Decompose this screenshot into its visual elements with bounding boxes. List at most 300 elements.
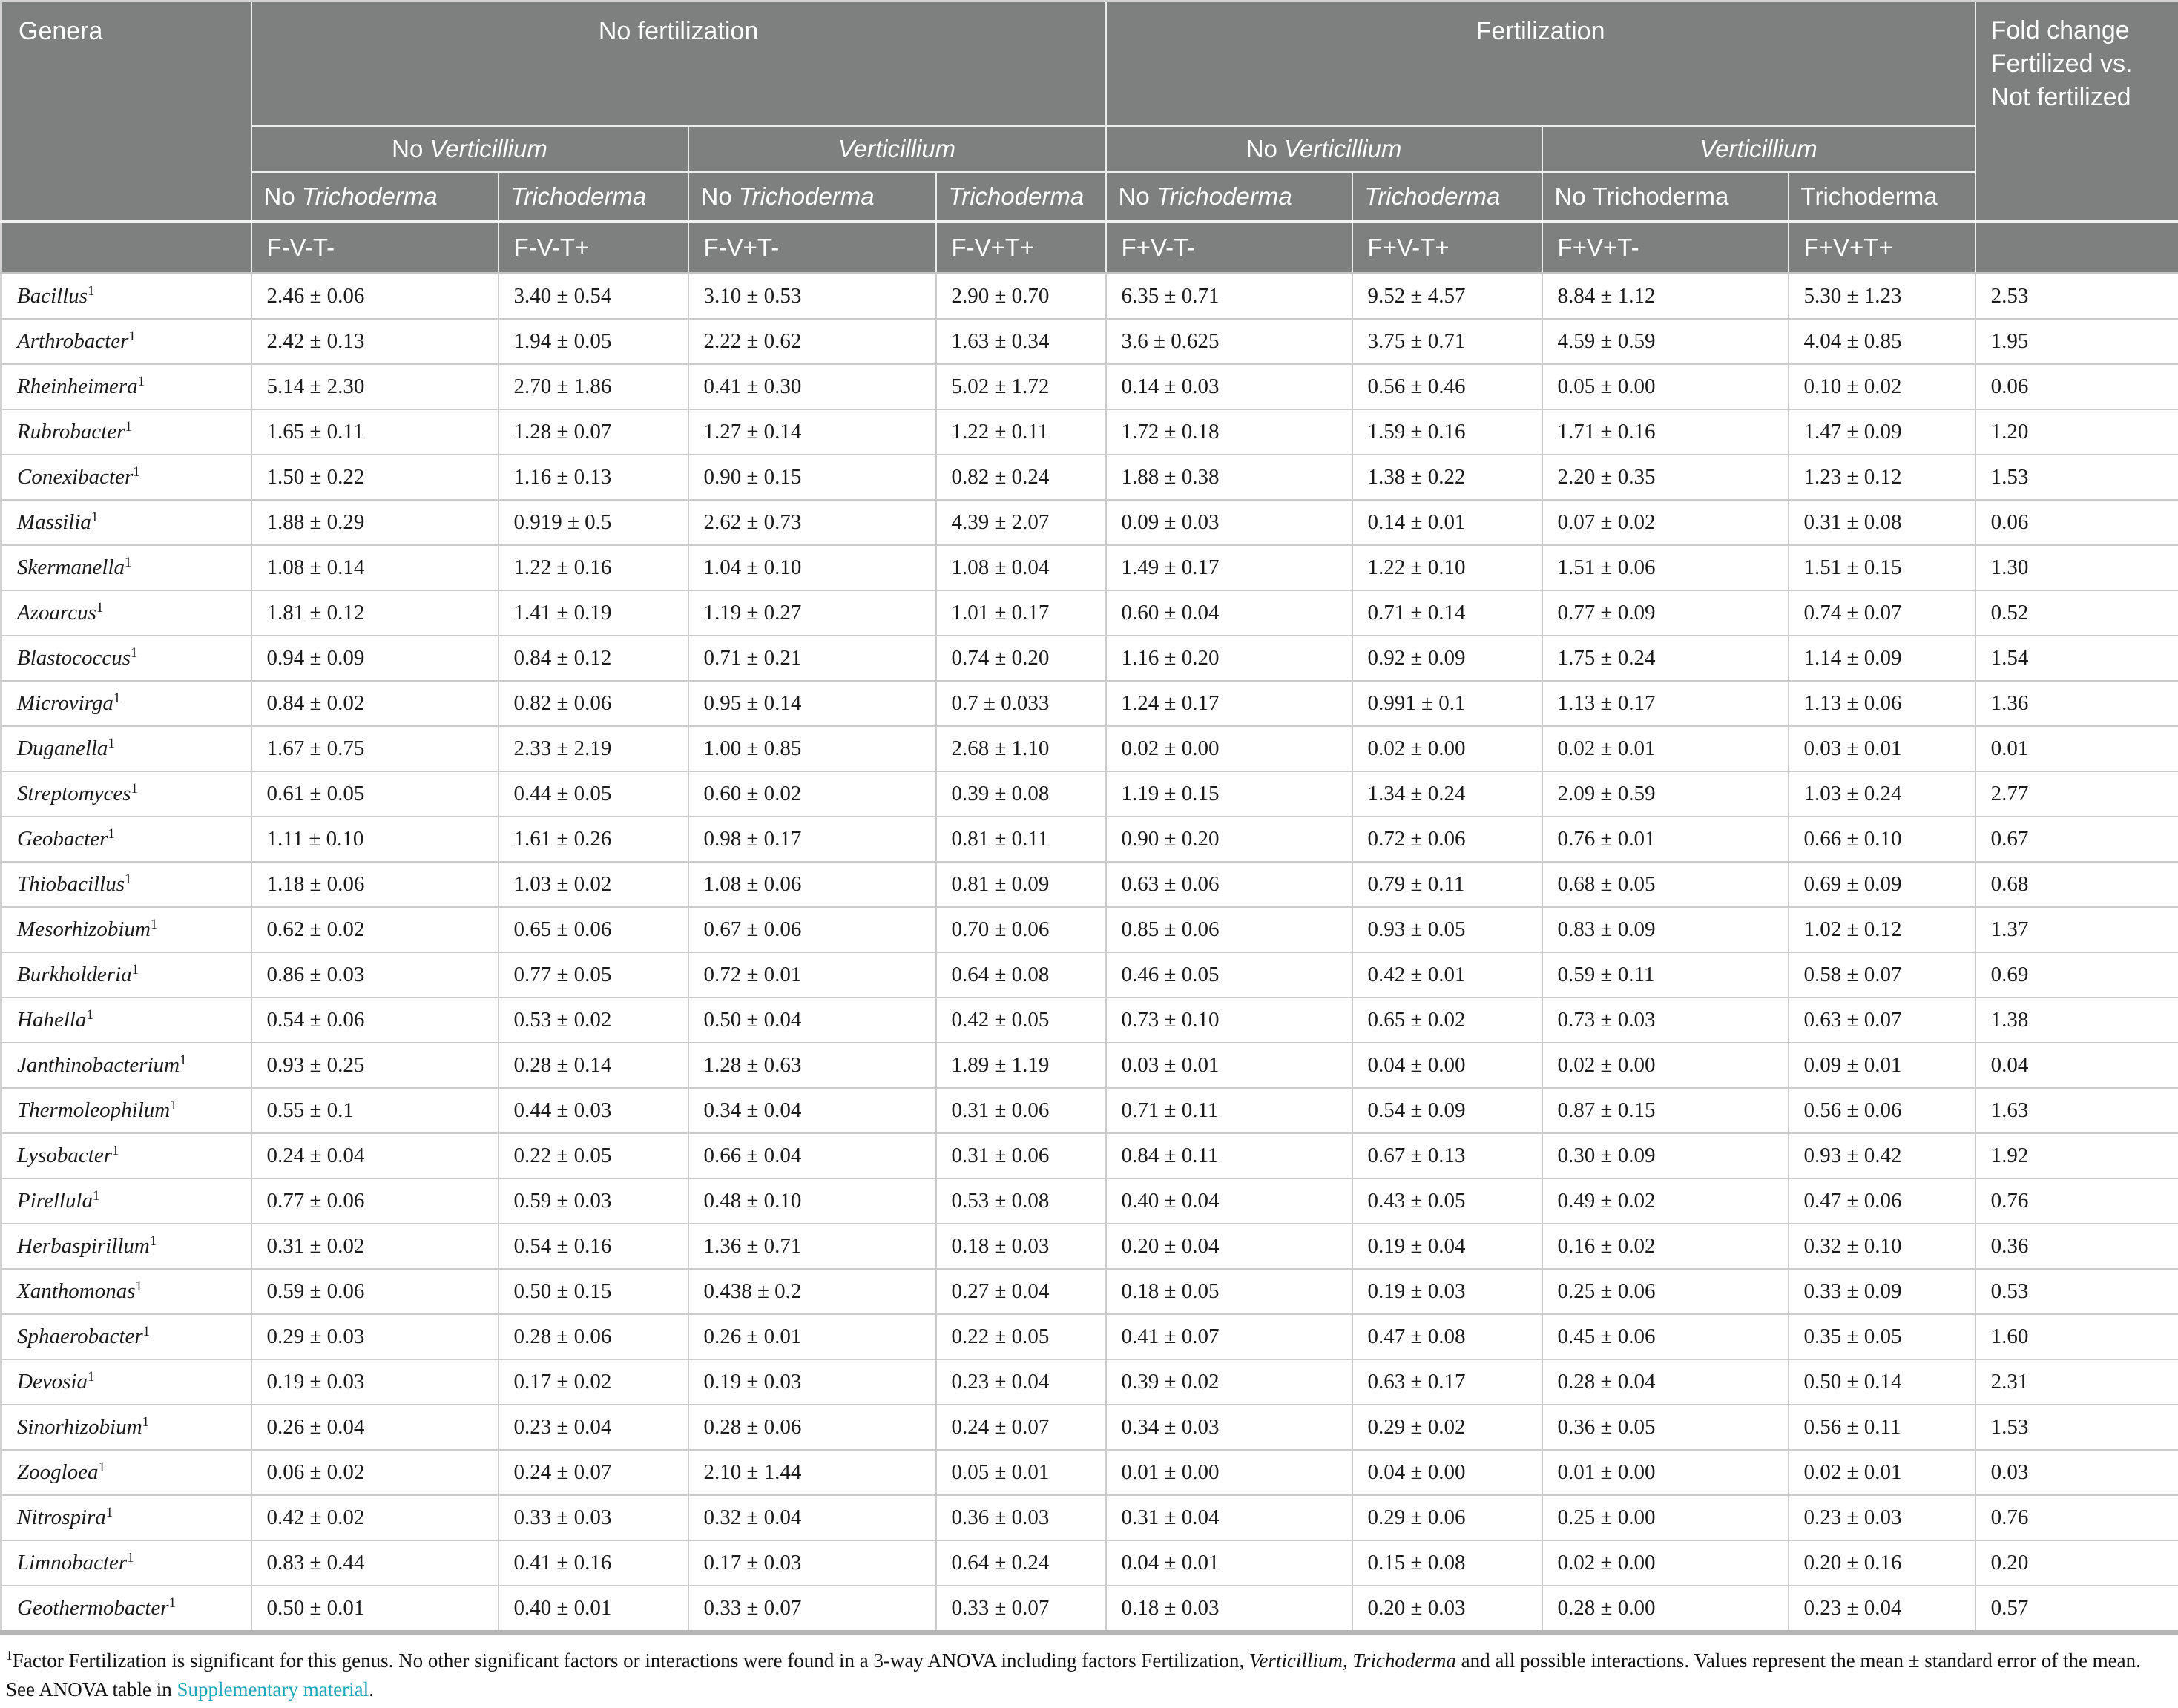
- fold-change-cell: 1.36: [1975, 681, 2178, 726]
- value-cell: 0.07 ± 0.02: [1542, 500, 1789, 545]
- value-cell: 1.94 ± 0.05: [499, 319, 688, 364]
- value-cell: 1.18 ± 0.06: [251, 862, 499, 907]
- value-cell: 0.44 ± 0.03: [499, 1088, 688, 1133]
- treatment-code: F-V+T+: [936, 222, 1106, 274]
- value-cell: 0.79 ± 0.11: [1352, 862, 1542, 907]
- table-row: [1, 500, 2178, 545]
- value-cell: 1.34 ± 0.24: [1352, 771, 1542, 817]
- table-row: [1, 455, 2178, 500]
- genus-cell: Xanthomonas$^1$: [1, 1269, 251, 1314]
- value-cell: 1.75 ± 0.24: [1542, 636, 1789, 681]
- treatment-code: F+V-T-: [1106, 222, 1352, 274]
- value-cell: 0.29 ± 0.02: [1352, 1405, 1542, 1450]
- value-cell: 0.82 ± 0.06: [499, 681, 688, 726]
- value-cell: 0.84 ± 0.11: [1106, 1133, 1352, 1178]
- value-cell: 0.31 ± 0.06: [936, 1133, 1106, 1178]
- value-cell: 0.69 ± 0.09: [1789, 862, 1975, 907]
- value-cell: 0.43 ± 0.05: [1352, 1178, 1542, 1224]
- value-cell: 0.48 ± 0.10: [688, 1178, 936, 1224]
- value-cell: 0.05 ± 0.00: [1542, 364, 1789, 409]
- value-cell: 0.62 ± 0.02: [251, 907, 499, 952]
- value-cell: 0.04 ± 0.01: [1106, 1540, 1352, 1586]
- fold-change-cell: 0.01: [1975, 726, 2178, 771]
- fold-change-cell: 1.54: [1975, 636, 2178, 681]
- value-cell: 0.36 ± 0.05: [1542, 1405, 1789, 1450]
- value-cell: 0.18 ± 0.03: [1106, 1586, 1352, 1633]
- value-cell: 2.20 ± 0.35: [1542, 455, 1789, 500]
- table-row: [1, 1495, 2178, 1540]
- value-cell: 0.23 ± 0.03: [1789, 1495, 1975, 1540]
- fold-change-cell: 1.60: [1975, 1314, 2178, 1359]
- fold-change-cell: 0.76: [1975, 1495, 2178, 1540]
- value-cell: 0.23 ± 0.04: [499, 1405, 688, 1450]
- fold-change-cell: 0.53: [1975, 1269, 2178, 1314]
- value-cell: 0.24 ± 0.04: [251, 1133, 499, 1178]
- table-row: [1, 862, 2178, 907]
- supplementary-material-link[interactable]: Supplementary material: [177, 1678, 369, 1701]
- fold-change-cell: 1.37: [1975, 907, 2178, 952]
- value-cell: 0.33 ± 0.03: [499, 1495, 688, 1540]
- value-cell: 0.01 ± 0.00: [1106, 1450, 1352, 1495]
- value-cell: 0.55 ± 0.1: [251, 1088, 499, 1133]
- genus-cell: Hahella$^1$: [1, 998, 251, 1043]
- value-cell: 0.74 ± 0.07: [1789, 590, 1975, 636]
- no-fertilization-group-header: No fertilization: [251, 1, 1106, 127]
- value-cell: 0.56 ± 0.11: [1789, 1405, 1975, 1450]
- value-cell: 2.70 ± 1.86: [499, 364, 688, 409]
- value-cell: 1.50 ± 0.22: [251, 455, 499, 500]
- value-cell: 5.30 ± 1.23: [1789, 274, 1975, 320]
- value-cell: 0.64 ± 0.24: [936, 1540, 1106, 1586]
- value-cell: 0.71 ± 0.21: [688, 636, 936, 681]
- value-cell: 0.438 ± 0.2: [688, 1269, 936, 1314]
- header-row-groups: [1, 1, 2178, 127]
- table-row: [1, 1224, 2178, 1269]
- value-cell: 1.71 ± 0.16: [1542, 409, 1789, 455]
- trichoderma-header: Trichoderma: [499, 172, 688, 222]
- value-cell: 1.27 ± 0.14: [688, 409, 936, 455]
- footnote-marker: 1: [6, 1648, 13, 1664]
- genus-cell: Burkholderia$^1$: [1, 952, 251, 998]
- value-cell: 0.09 ± 0.03: [1106, 500, 1352, 545]
- trichoderma-header: Trichoderma: [1352, 172, 1542, 222]
- value-cell: 1.89 ± 1.19: [936, 1043, 1106, 1088]
- value-cell: 0.24 ± 0.07: [936, 1405, 1106, 1450]
- value-cell: 0.18 ± 0.03: [936, 1224, 1106, 1269]
- fold-change-cell: 1.53: [1975, 1405, 2178, 1450]
- value-cell: 0.64 ± 0.08: [936, 952, 1106, 998]
- genus-cell: Skermanella$^1$: [1, 545, 251, 590]
- trichoderma-header: No Trichoderma: [251, 172, 499, 222]
- value-cell: 0.54 ± 0.09: [1352, 1088, 1542, 1133]
- value-cell: 0.56 ± 0.06: [1789, 1088, 1975, 1133]
- value-cell: 1.13 ± 0.17: [1542, 681, 1789, 726]
- value-cell: 0.19 ± 0.03: [1352, 1269, 1542, 1314]
- value-cell: 0.17 ± 0.03: [688, 1540, 936, 1586]
- value-cell: 0.28 ± 0.06: [688, 1405, 936, 1450]
- value-cell: 0.33 ± 0.07: [936, 1586, 1106, 1633]
- value-cell: 0.60 ± 0.04: [1106, 590, 1352, 636]
- value-cell: 0.06 ± 0.02: [251, 1450, 499, 1495]
- fold-change-cell: 1.95: [1975, 319, 2178, 364]
- value-cell: 2.09 ± 0.59: [1542, 771, 1789, 817]
- value-cell: 0.25 ± 0.06: [1542, 1269, 1789, 1314]
- value-cell: 0.02 ± 0.00: [1352, 726, 1542, 771]
- value-cell: 0.32 ± 0.10: [1789, 1224, 1975, 1269]
- value-cell: 0.28 ± 0.14: [499, 1043, 688, 1088]
- table-row: [1, 1314, 2178, 1359]
- value-cell: 0.42 ± 0.05: [936, 998, 1106, 1043]
- value-cell: 0.93 ± 0.42: [1789, 1133, 1975, 1178]
- table-row: [1, 907, 2178, 952]
- value-cell: 1.03 ± 0.24: [1789, 771, 1975, 817]
- value-cell: 0.60 ± 0.02: [688, 771, 936, 817]
- fold-change-cell: 0.03: [1975, 1450, 2178, 1495]
- genus-cell: Nitrospira$^1$: [1, 1495, 251, 1540]
- header-row-trichoderma: [1, 172, 2178, 222]
- value-cell: 0.09 ± 0.01: [1789, 1043, 1975, 1088]
- treatment-code: F+V+T-: [1542, 222, 1789, 274]
- trichoderma-header: Trichoderma: [936, 172, 1106, 222]
- table-row: [1, 1359, 2178, 1405]
- value-cell: 1.02 ± 0.12: [1789, 907, 1975, 952]
- genus-cell: Geothermobacter$^1$: [1, 1586, 251, 1633]
- value-cell: 2.68 ± 1.10: [936, 726, 1106, 771]
- value-cell: 0.77 ± 0.05: [499, 952, 688, 998]
- value-cell: 0.31 ± 0.06: [936, 1088, 1106, 1133]
- value-cell: 2.46 ± 0.06: [251, 274, 499, 320]
- fold-change-cell: 0.67: [1975, 817, 2178, 862]
- value-cell: 0.23 ± 0.04: [936, 1359, 1106, 1405]
- genus-cell: Limnobacter$^1$: [1, 1540, 251, 1586]
- verticillium-header: Verticillium: [688, 126, 1106, 172]
- table-row: [1, 1178, 2178, 1224]
- value-cell: 0.34 ± 0.03: [1106, 1405, 1352, 1450]
- table-footnote: [6, 1647, 2172, 1703]
- value-cell: 0.10 ± 0.02: [1789, 364, 1975, 409]
- footnote-text: ,: [1342, 1649, 1353, 1672]
- value-cell: 0.92 ± 0.09: [1352, 636, 1542, 681]
- value-cell: 1.47 ± 0.09: [1789, 409, 1975, 455]
- value-cell: 0.71 ± 0.11: [1106, 1088, 1352, 1133]
- value-cell: 0.31 ± 0.08: [1789, 500, 1975, 545]
- value-cell: 0.84 ± 0.12: [499, 636, 688, 681]
- genus-cell: Arthrobacter$^1$: [1, 319, 251, 364]
- value-cell: 0.59 ± 0.11: [1542, 952, 1789, 998]
- value-cell: 0.59 ± 0.06: [251, 1269, 499, 1314]
- value-cell: 0.41 ± 0.30: [688, 364, 936, 409]
- genus-cell: Sphaerobacter$^1$: [1, 1314, 251, 1359]
- fold-change-cell: 0.52: [1975, 590, 2178, 636]
- fold-change-cell: 0.06: [1975, 364, 2178, 409]
- value-cell: 1.22 ± 0.10: [1352, 545, 1542, 590]
- fertilization-group-header: Fertilization: [1106, 1, 1975, 127]
- value-cell: 0.65 ± 0.02: [1352, 998, 1542, 1043]
- value-cell: 0.45 ± 0.06: [1542, 1314, 1789, 1359]
- value-cell: 4.39 ± 2.07: [936, 500, 1106, 545]
- treatment-code: F-V+T-: [688, 222, 936, 274]
- value-cell: 0.49 ± 0.02: [1542, 1178, 1789, 1224]
- footnote-text: .: [369, 1678, 374, 1701]
- value-cell: 9.52 ± 4.57: [1352, 274, 1542, 320]
- genus-cell: Bacillus$^1$: [1, 274, 251, 320]
- table-row: [1, 681, 2178, 726]
- value-cell: 2.33 ± 2.19: [499, 726, 688, 771]
- table-row: [1, 545, 2178, 590]
- fold-change-cell: 1.53: [1975, 455, 2178, 500]
- value-cell: 0.15 ± 0.08: [1352, 1540, 1542, 1586]
- value-cell: 0.01 ± 0.00: [1542, 1450, 1789, 1495]
- header-row-verticillium: [1, 126, 2178, 172]
- value-cell: 1.03 ± 0.02: [499, 862, 688, 907]
- value-cell: 0.86 ± 0.03: [251, 952, 499, 998]
- genus-cell: Herbaspirillum$^1$: [1, 1224, 251, 1269]
- value-cell: 1.19 ± 0.15: [1106, 771, 1352, 817]
- genus-cell: Conexibacter$^1$: [1, 455, 251, 500]
- value-cell: 1.51 ± 0.15: [1789, 545, 1975, 590]
- value-cell: 1.38 ± 0.22: [1352, 455, 1542, 500]
- value-cell: 1.13 ± 0.06: [1789, 681, 1975, 726]
- value-cell: 0.47 ± 0.08: [1352, 1314, 1542, 1359]
- genus-cell: Geobacter$^1$: [1, 817, 251, 862]
- table-row: [1, 1540, 2178, 1586]
- genus-cell: Pirellula$^1$: [1, 1178, 251, 1224]
- footnote-italic-term: Verticillium: [1248, 1649, 1343, 1672]
- value-cell: 1.22 ± 0.11: [936, 409, 1106, 455]
- table-row: [1, 1269, 2178, 1314]
- value-cell: 0.90 ± 0.15: [688, 455, 936, 500]
- trichoderma-header: No Trichoderma: [1542, 172, 1789, 222]
- value-cell: 0.24 ± 0.07: [499, 1450, 688, 1495]
- table-row: [1, 952, 2178, 998]
- value-cell: 0.50 ± 0.01: [251, 1586, 499, 1633]
- value-cell: 0.42 ± 0.01: [1352, 952, 1542, 998]
- table-row: [1, 998, 2178, 1043]
- value-cell: 0.14 ± 0.03: [1106, 364, 1352, 409]
- value-cell: 1.04 ± 0.10: [688, 545, 936, 590]
- value-cell: 0.83 ± 0.44: [251, 1540, 499, 1586]
- value-cell: 1.88 ± 0.38: [1106, 455, 1352, 500]
- value-cell: 0.59 ± 0.03: [499, 1178, 688, 1224]
- value-cell: 0.20 ± 0.04: [1106, 1224, 1352, 1269]
- value-cell: 0.74 ± 0.20: [936, 636, 1106, 681]
- header-row-treatment-codes: [1, 222, 2178, 274]
- value-cell: 0.19 ± 0.03: [688, 1359, 936, 1405]
- value-cell: 1.14 ± 0.09: [1789, 636, 1975, 681]
- value-cell: 0.70 ± 0.06: [936, 907, 1106, 952]
- value-cell: 0.50 ± 0.15: [499, 1269, 688, 1314]
- table-row: [1, 590, 2178, 636]
- genus-cell: Rheinheimera$^1$: [1, 364, 251, 409]
- fold-change-cell: 0.68: [1975, 862, 2178, 907]
- value-cell: 5.02 ± 1.72: [936, 364, 1106, 409]
- table-body: [1, 274, 2178, 1633]
- value-cell: 0.71 ± 0.14: [1352, 590, 1542, 636]
- value-cell: 0.41 ± 0.16: [499, 1540, 688, 1586]
- fold-change-cell: 1.20: [1975, 409, 2178, 455]
- value-cell: 0.02 ± 0.00: [1542, 1540, 1789, 1586]
- value-cell: 1.67 ± 0.75: [251, 726, 499, 771]
- value-cell: 0.66 ± 0.04: [688, 1133, 936, 1178]
- value-cell: 0.40 ± 0.04: [1106, 1178, 1352, 1224]
- value-cell: 0.40 ± 0.01: [499, 1586, 688, 1633]
- genus-cell: Lysobacter$^1$: [1, 1133, 251, 1178]
- genus-cell: Devosia$^1$: [1, 1359, 251, 1405]
- value-cell: 0.23 ± 0.04: [1789, 1586, 1975, 1633]
- fold-change-cell: 2.77: [1975, 771, 2178, 817]
- value-cell: 0.90 ± 0.20: [1106, 817, 1352, 862]
- value-cell: 1.22 ± 0.16: [499, 545, 688, 590]
- treatment-code: F+V+T+: [1789, 222, 1975, 274]
- treatment-code: F+V-T+: [1352, 222, 1542, 274]
- value-cell: 0.72 ± 0.01: [688, 952, 936, 998]
- value-cell: 0.20 ± 0.16: [1789, 1540, 1975, 1586]
- table-row: [1, 409, 2178, 455]
- value-cell: 0.33 ± 0.09: [1789, 1269, 1975, 1314]
- table-row: [1, 636, 2178, 681]
- value-cell: 0.35 ± 0.05: [1789, 1314, 1975, 1359]
- value-cell: 1.16 ± 0.20: [1106, 636, 1352, 681]
- value-cell: 0.50 ± 0.04: [688, 998, 936, 1043]
- value-cell: 0.39 ± 0.02: [1106, 1359, 1352, 1405]
- value-cell: 0.61 ± 0.05: [251, 771, 499, 817]
- value-cell: 0.26 ± 0.04: [251, 1405, 499, 1450]
- value-cell: 0.98 ± 0.17: [688, 817, 936, 862]
- value-cell: 0.14 ± 0.01: [1352, 500, 1542, 545]
- value-cell: 0.31 ± 0.02: [251, 1224, 499, 1269]
- table-row: [1, 319, 2178, 364]
- value-cell: 0.36 ± 0.03: [936, 1495, 1106, 1540]
- value-cell: 0.93 ± 0.25: [251, 1043, 499, 1088]
- table-row: [1, 771, 2178, 817]
- value-cell: 3.40 ± 0.54: [499, 274, 688, 320]
- value-cell: 1.08 ± 0.14: [251, 545, 499, 590]
- trichoderma-header: No Trichoderma: [688, 172, 936, 222]
- value-cell: 0.81 ± 0.11: [936, 817, 1106, 862]
- value-cell: 0.44 ± 0.05: [499, 771, 688, 817]
- value-cell: 0.02 ± 0.00: [1106, 726, 1352, 771]
- value-cell: 1.65 ± 0.11: [251, 409, 499, 455]
- value-cell: 0.93 ± 0.05: [1352, 907, 1542, 952]
- value-cell: 1.08 ± 0.04: [936, 545, 1106, 590]
- value-cell: 1.19 ± 0.27: [688, 590, 936, 636]
- value-cell: 1.51 ± 0.06: [1542, 545, 1789, 590]
- fold-change-cell: 2.53: [1975, 274, 2178, 320]
- table-row: [1, 1088, 2178, 1133]
- fold-change-cell: 2.31: [1975, 1359, 2178, 1405]
- treatment-code: F-V-T+: [499, 222, 688, 274]
- value-cell: 0.42 ± 0.02: [251, 1495, 499, 1540]
- genus-cell: Sinorhizobium$^1$: [1, 1405, 251, 1450]
- table-row: [1, 1405, 2178, 1450]
- value-cell: 0.05 ± 0.01: [936, 1450, 1106, 1495]
- value-cell: 0.31 ± 0.04: [1106, 1495, 1352, 1540]
- value-cell: 1.63 ± 0.34: [936, 319, 1106, 364]
- value-cell: 0.56 ± 0.46: [1352, 364, 1542, 409]
- fold-change-cell: 1.38: [1975, 998, 2178, 1043]
- value-cell: 0.39 ± 0.08: [936, 771, 1106, 817]
- value-cell: 0.77 ± 0.09: [1542, 590, 1789, 636]
- genus-cell: Duganella$^1$: [1, 726, 251, 771]
- fold-change-cell: 0.20: [1975, 1540, 2178, 1586]
- value-cell: 0.65 ± 0.06: [499, 907, 688, 952]
- value-cell: 0.81 ± 0.09: [936, 862, 1106, 907]
- value-cell: 0.58 ± 0.07: [1789, 952, 1975, 998]
- table-row: [1, 1450, 2178, 1495]
- value-cell: 2.62 ± 0.73: [688, 500, 936, 545]
- table-row: [1, 1043, 2178, 1088]
- footnote-italic-term: Trichoderma: [1352, 1649, 1456, 1672]
- table-row: [1, 817, 2178, 862]
- value-cell: 3.6 ± 0.625: [1106, 319, 1352, 364]
- value-cell: 3.10 ± 0.53: [688, 274, 936, 320]
- footnote-text-line2: [6, 1678, 374, 1701]
- fold-change-cell: 1.92: [1975, 1133, 2178, 1178]
- value-cell: 0.20 ± 0.03: [1352, 1586, 1542, 1633]
- value-cell: 1.28 ± 0.07: [499, 409, 688, 455]
- value-cell: 1.00 ± 0.85: [688, 726, 936, 771]
- value-cell: 1.72 ± 0.18: [1106, 409, 1352, 455]
- value-cell: 0.03 ± 0.01: [1789, 726, 1975, 771]
- value-cell: 0.32 ± 0.04: [688, 1495, 936, 1540]
- value-cell: 1.28 ± 0.63: [688, 1043, 936, 1088]
- fold-change-cell: 1.63: [1975, 1088, 2178, 1133]
- table-row: [1, 1586, 2178, 1633]
- value-cell: 0.34 ± 0.04: [688, 1088, 936, 1133]
- genera-column-header: Genera: [1, 1, 251, 222]
- fold-change-cell: 0.76: [1975, 1178, 2178, 1224]
- value-cell: 0.41 ± 0.07: [1106, 1314, 1352, 1359]
- value-cell: 0.94 ± 0.09: [251, 636, 499, 681]
- genus-cell: Massilia$^1$: [1, 500, 251, 545]
- genus-cell: Mesorhizobium$^1$: [1, 907, 251, 952]
- value-cell: 1.24 ± 0.17: [1106, 681, 1352, 726]
- value-cell: 0.33 ± 0.07: [688, 1586, 936, 1633]
- genus-cell: Blastococcus$^1$: [1, 636, 251, 681]
- value-cell: 0.19 ± 0.04: [1352, 1224, 1542, 1269]
- value-cell: 1.01 ± 0.17: [936, 590, 1106, 636]
- value-cell: 1.59 ± 0.16: [1352, 409, 1542, 455]
- value-cell: 2.42 ± 0.13: [251, 319, 499, 364]
- value-cell: 0.29 ± 0.03: [251, 1314, 499, 1359]
- value-cell: 0.27 ± 0.04: [936, 1269, 1106, 1314]
- value-cell: 0.04 ± 0.00: [1352, 1450, 1542, 1495]
- value-cell: 1.49 ± 0.17: [1106, 545, 1352, 590]
- table-row: [1, 1133, 2178, 1178]
- value-cell: 2.90 ± 0.70: [936, 274, 1106, 320]
- fold-change-cell: 0.69: [1975, 952, 2178, 998]
- genus-cell: Azoarcus$^1$: [1, 590, 251, 636]
- value-cell: 0.63 ± 0.06: [1106, 862, 1352, 907]
- footnote-text: See ANOVA table in: [6, 1678, 177, 1701]
- value-cell: 0.73 ± 0.03: [1542, 998, 1789, 1043]
- value-cell: 0.29 ± 0.06: [1352, 1495, 1542, 1540]
- value-cell: 1.41 ± 0.19: [499, 590, 688, 636]
- code-row-blank-fold: [1975, 222, 2178, 274]
- value-cell: 4.04 ± 0.85: [1789, 319, 1975, 364]
- value-cell: 0.63 ± 0.17: [1352, 1359, 1542, 1405]
- fold-change-cell: 0.57: [1975, 1586, 2178, 1633]
- verticillium-header: Verticillium: [1542, 126, 1975, 172]
- value-cell: 0.02 ± 0.01: [1789, 1450, 1975, 1495]
- value-cell: 0.22 ± 0.05: [499, 1133, 688, 1178]
- value-cell: 1.11 ± 0.10: [251, 817, 499, 862]
- value-cell: 0.28 ± 0.00: [1542, 1586, 1789, 1633]
- footnote-text: and all possible interactions. Values represent the mean ± standard error of the mean.: [1455, 1649, 2141, 1672]
- value-cell: 0.919 ± 0.5: [499, 500, 688, 545]
- value-cell: 1.23 ± 0.12: [1789, 455, 1975, 500]
- value-cell: 0.28 ± 0.06: [499, 1314, 688, 1359]
